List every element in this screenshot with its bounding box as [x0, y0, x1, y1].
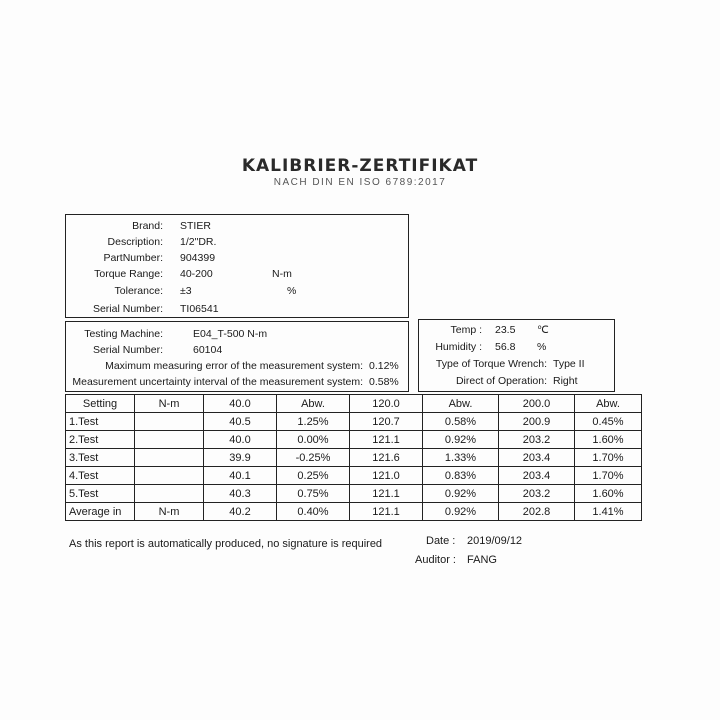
- average-cell: 1.41%: [575, 503, 642, 521]
- table-cell: 1.70%: [575, 467, 642, 485]
- tolerance-value: ±3: [180, 285, 192, 297]
- average-cell: 202.8: [499, 503, 575, 521]
- table-cell: 120.7: [350, 413, 423, 431]
- table-cell: 1.33%: [423, 449, 499, 467]
- header-cell: 40.0: [204, 395, 277, 413]
- table-cell: 121.1: [350, 431, 423, 449]
- temp-unit: ℃: [537, 324, 549, 336]
- table-cell: 0.92%: [423, 485, 499, 503]
- table-cell: 0.45%: [575, 413, 642, 431]
- table-row: [66, 431, 642, 449]
- average-cell: 0.92%: [423, 503, 499, 521]
- table-cell: 0.58%: [423, 413, 499, 431]
- part-number-label: PartNumber:: [103, 252, 163, 264]
- table-cell: [135, 485, 204, 503]
- table-cell: [135, 431, 204, 449]
- table-cell: 5.Test: [66, 485, 135, 503]
- humidity-value: 56.8: [495, 341, 516, 353]
- max-error-label: Maximum measuring error of the measurement system:: [105, 360, 363, 372]
- table-cell: 121.6: [350, 449, 423, 467]
- brand-label: Brand:: [132, 220, 163, 232]
- table-cell: 121.0: [350, 467, 423, 485]
- average-cell: Average in: [66, 503, 135, 521]
- table-cell: 1.70%: [575, 449, 642, 467]
- table-cell: 203.2: [499, 485, 575, 503]
- uncertainty-value: 0.58%: [369, 376, 399, 388]
- table-cell: [135, 467, 204, 485]
- average-cell: N-m: [135, 503, 204, 521]
- average-cell: 40.2: [204, 503, 277, 521]
- table-cell: [135, 413, 204, 431]
- header-cell: 200.0: [499, 395, 575, 413]
- table-cell: -0.25%: [277, 449, 350, 467]
- brand-value: STIER: [180, 220, 211, 232]
- humidity-unit: %: [537, 341, 547, 353]
- humidity-label: Humidity :: [435, 341, 482, 353]
- date-label: Date :: [426, 535, 456, 547]
- machine-serial-value: 60104: [193, 344, 223, 356]
- table-cell: 1.60%: [575, 431, 642, 449]
- header-cell: Abw.: [423, 395, 499, 413]
- average-cell: 0.40%: [277, 503, 350, 521]
- table-cell: 203.2: [499, 431, 575, 449]
- table-row: [66, 413, 642, 431]
- table-cell: 1.Test: [66, 413, 135, 431]
- table-cell: 40.1: [204, 467, 277, 485]
- torque-range-label: Torque Range:: [94, 268, 163, 280]
- auto-report-note: As this report is automatically produced, no signature is required: [69, 538, 383, 550]
- table-cell: 0.00%: [277, 431, 350, 449]
- table-row: [66, 467, 642, 485]
- average-row: [66, 503, 642, 521]
- torque-range-unit: N-m: [272, 268, 292, 280]
- certificate-subtitle: NACH DIN EN ISO 6789:2017: [273, 177, 447, 188]
- serial-number-value: TI06541: [180, 303, 219, 315]
- max-error-value: 0.12%: [369, 360, 399, 372]
- wrench-type-value: Type II: [553, 358, 585, 370]
- torque-range-value: 40-200: [180, 268, 213, 280]
- wrench-type-label: Type of Torque Wrench:: [435, 358, 547, 370]
- table-cell: 2.Test: [66, 431, 135, 449]
- temp-value: 23.5: [495, 324, 516, 336]
- table-cell: 0.75%: [277, 485, 350, 503]
- table-cell: 200.9: [499, 413, 575, 431]
- table-cell: 203.4: [499, 467, 575, 485]
- table-cell: 0.25%: [277, 467, 350, 485]
- table-row: [66, 449, 642, 467]
- table-cell: 0.92%: [423, 431, 499, 449]
- results-table: [65, 394, 642, 521]
- header-cell: N-m: [135, 395, 204, 413]
- table-cell: 0.83%: [423, 467, 499, 485]
- temp-label: Temp :: [450, 324, 482, 336]
- testing-machine-value: E04_T-500 N-m: [193, 328, 268, 340]
- average-cell: 121.1: [350, 503, 423, 521]
- date-value: 2019/09/12: [467, 535, 523, 547]
- tolerance-label: Tolerance:: [114, 285, 163, 297]
- certificate-title: KALIBRIER-ZERTIFIKAT: [241, 156, 479, 176]
- testing-machine-label: Testing Machine:: [84, 328, 163, 340]
- part-number-value: 904399: [180, 252, 216, 264]
- header-cell: Abw.: [575, 395, 642, 413]
- table-cell: [135, 449, 204, 467]
- serial-number-label: Serial Number:: [92, 303, 163, 315]
- table-row: [66, 485, 642, 503]
- table-cell: 121.1: [350, 485, 423, 503]
- table-cell: 40.5: [204, 413, 277, 431]
- table-cell: 40.3: [204, 485, 277, 503]
- table-cell: 203.4: [499, 449, 575, 467]
- machine-serial-label: Serial Number:: [92, 344, 163, 356]
- tolerance-unit: %: [287, 285, 297, 297]
- table-cell: 1.25%: [277, 413, 350, 431]
- description-label: Description:: [107, 236, 163, 248]
- table-cell: 4.Test: [66, 467, 135, 485]
- direction-value: Right: [553, 375, 578, 387]
- header-cell: 120.0: [350, 395, 423, 413]
- uncertainty-label: Measurement uncertainty interval of the measurement system:: [72, 376, 363, 388]
- table-cell: 39.9: [204, 449, 277, 467]
- table-cell: 1.60%: [575, 485, 642, 503]
- table-header-row: [66, 395, 642, 413]
- auditor-value: FANG: [467, 554, 497, 566]
- auditor-label: Auditor :: [415, 554, 456, 566]
- header-cell: Abw.: [277, 395, 350, 413]
- header-cell: Setting: [66, 395, 135, 413]
- table-cell: 3.Test: [66, 449, 135, 467]
- description-value: 1/2"DR.: [180, 236, 217, 248]
- direction-label: Direct of Operation:: [455, 375, 547, 387]
- table-cell: 40.0: [204, 431, 277, 449]
